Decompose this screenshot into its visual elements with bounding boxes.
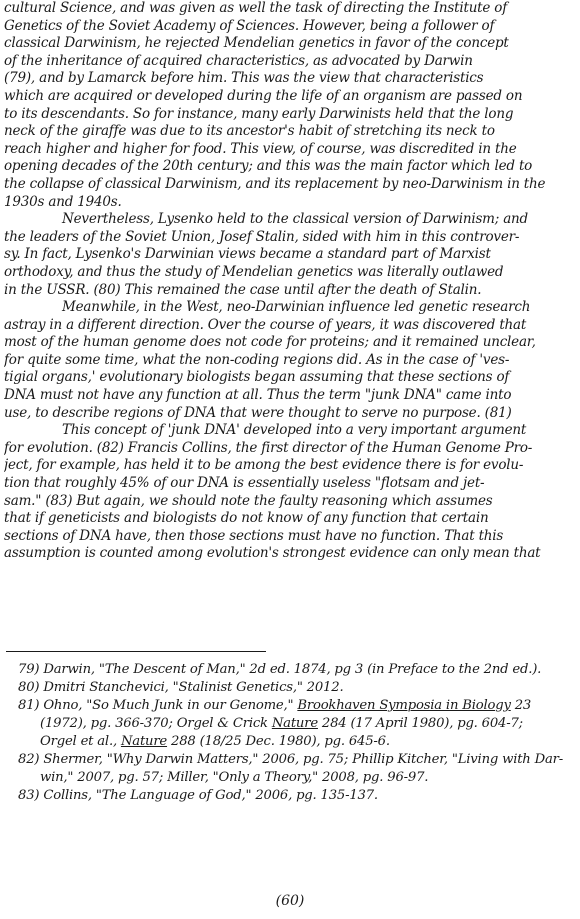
text-line: astray in a different direction. Over the course of years, it was discovered that [4,316,527,333]
footnote-83: 83) Collins, "The Language of God," 2006, pg. 135-137. [18,788,378,803]
footnote-80: 80) Dmitri Stanchevici, "Stalinist Genetics," 2012. [18,680,344,695]
text-line: DNA must not have any function at all. Thus the term "junk DNA" came into [4,387,512,404]
paragraph-start-line: Nevertheless, Lysenko held to the classical version of Darwinism; and [62,211,528,228]
text-line: 1930s and 1940s. [4,193,122,210]
text-line: that if geneticists and biologists do not know of any function that certain [4,510,489,527]
text-line: classical Darwinism, he rejected Mendelian genetics in favor of the concept [4,35,509,52]
footnote-82-continued: win," 2007, pg. 57; Miller, "Only a Theory," 2008, pg. 96-97. [40,770,429,785]
journal-title: Nature [120,734,168,749]
text-line: sections of DNA have, then those sections must have no function. That this [4,527,504,544]
text-line: ject, for example, has held it to be among the best evidence there is for evolu- [4,457,524,474]
text-line: which are acquired or developed during the life of an organism are passed on [4,87,523,104]
text-line: assumption is counted among evolution's strongest evidence can only mean that [4,545,541,562]
footnote-text: Orgel et al., [40,734,121,749]
text-line: sy. In fact, Lysenko's Darwinian views became a standard part of Marxist [4,246,491,263]
journal-title: Brookhaven Symposia in Biology [297,698,511,713]
footnotes [18,661,574,805]
footnote-81-continued [18,733,574,751]
footnote-divider [6,651,266,652]
footnote-81 [18,697,574,715]
text-line: the collapse of classical Darwinism, and its replacement by neo-Darwinism in the [4,175,546,192]
footnote-text: 284 (17 April 1980), pg. 604-7; [317,716,523,731]
text-line: for evolution. (82) Francis Collins, the first director of the Human Genome Pro- [4,439,533,456]
footnote-text: 23 [510,698,532,713]
text-line: to its descendants. So for instance, many early Darwinists held that the long [4,105,514,122]
text-line: tion that roughly 45% of our DNA is essentially useless "flotsam and jet- [4,475,485,492]
footnote-text: 288 (18/25 Dec. 1980), pg. 645-6. [167,734,390,749]
text-line: the leaders of the Soviet Union, Josef Stalin, sided with him in this controver- [4,228,520,245]
text-line: most of the human genome does not code for proteins; and it remained unclear, [4,334,536,351]
text-line: Genetics of the Soviet Academy of Sciences. However, being a follower of [4,17,495,34]
text-line: in the USSR. (80) This remained the case until after the death of Stalin. [4,281,482,298]
text-line: for quite some time, what the non-coding regions did. As in the case of 'ves- [4,351,510,368]
text-line: (79), and by Lamarck before him. This was the view that characteristics [4,70,484,87]
text-line: cultural Science, and was given as well the task of directing the Institute of [4,0,508,16]
footnote-text: (1972), pg. 366-370; Orgel & Crick [40,716,272,731]
paragraph-start-line: Meanwhile, in the West, neo-Darwinian influence led genetic research [62,299,531,316]
body-text [4,0,576,563]
text-line: tigial organs,' evolutionary biologists began assuming that these sections of [4,369,510,386]
footnote-81-continued [18,715,574,733]
footnote-79: 79) Darwin, "The Descent of Man," 2d ed. 1874, pg 3 (in Preface to the 2nd ed.). [18,662,542,677]
footnote-text: 81) Ohno, "So Much Junk in our Genome," [18,698,298,713]
text-line: of the inheritance of acquired characteristics, as advocated by Darwin [4,52,473,69]
journal-title: Nature [271,716,318,731]
footnote-82: 82) Shermer, "Why Darwin Matters," 2006, pg. 75; Phillip Kitcher, "Living with Dar- [18,752,563,767]
text-line: use, to describe regions of DNA that were thought to serve no purpose. (81) [4,404,512,421]
text-line: orthodoxy, and thus the study of Mendelian genetics was literally outlawed [4,263,504,280]
paragraph-start-line: This concept of 'junk DNA' developed into a very important argument [62,422,527,439]
text-line: sam." (83) But again, we should note the faulty reasoning which assumes [4,492,493,509]
page-number: (60) [275,893,305,909]
text-line: neck of the giraffe was due to its ancestor's habit of stretching its neck to [4,123,495,140]
text-line: reach higher and higher for food. This view, of course, was discredited in the [4,140,517,157]
text-line: opening decades of the 20th century; and this was the main factor which led to [4,158,533,175]
